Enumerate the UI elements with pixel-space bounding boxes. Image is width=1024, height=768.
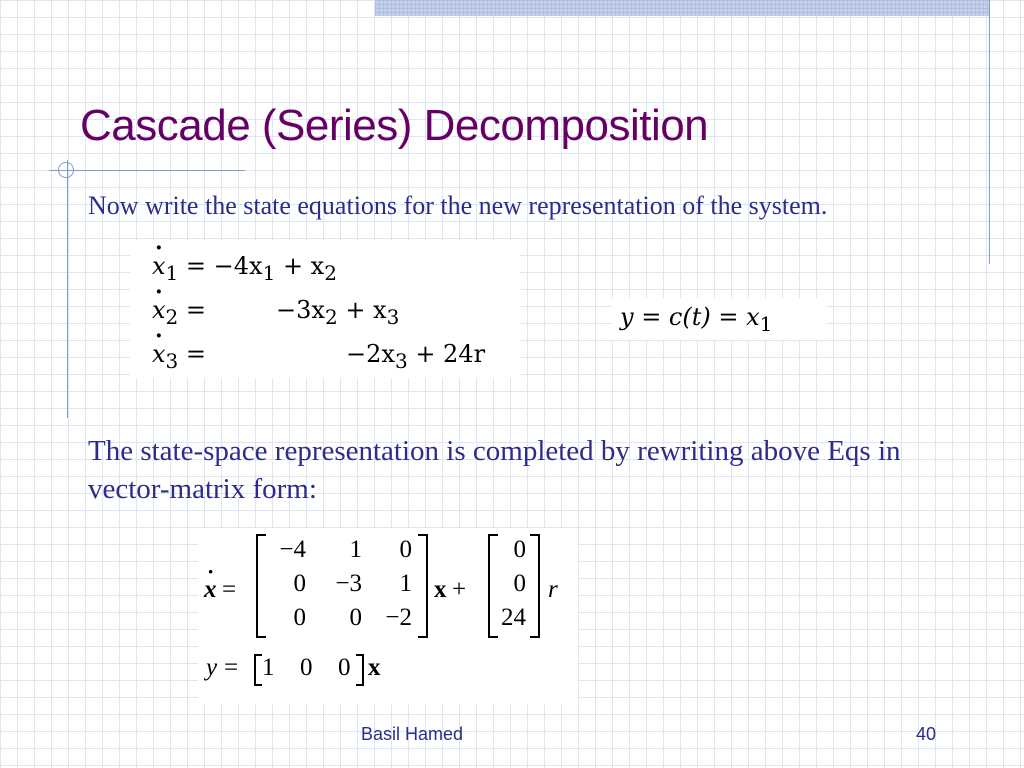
matrix-C: 1 0 0 <box>254 654 364 686</box>
right-vertical-rule <box>989 0 990 264</box>
slide-title: Cascade (Series) Decomposition <box>80 101 709 150</box>
state-equation-2: · $x_2 = -3x_2 + x_3$ <box>152 296 399 326</box>
state-equations <box>130 240 520 378</box>
header-band <box>375 0 989 16</box>
state-equation-3: · $x_3 = -2x_3 + 24r$ <box>152 340 485 370</box>
state-equation-1: · $x_1 = -4x_1 + x_2$ <box>152 252 337 282</box>
output-equation: $y = c(t) = x_1$ <box>612 298 827 340</box>
left-vertical-rule <box>67 160 68 418</box>
intro-text: Now write the state equations for the new representation of the system. <box>88 191 828 220</box>
corner-ornament <box>58 162 74 178</box>
footer-author: Basil Hamed <box>361 724 464 744</box>
title-underline-rule <box>49 170 245 171</box>
matrix-equation: · x = −4 1 0 0 −3 1 0 0 −2 x + 0 0 24 r y = 1 0 0 x <box>198 528 578 704</box>
matrix-B: 0 0 24 <box>488 534 540 638</box>
completion-text: The state-space representation is completed by rewriting above Eqs in vector-matrix form: <box>88 435 901 505</box>
page-number: 40 <box>916 724 937 744</box>
matrix-A: −4 1 0 0 −3 1 0 0 −2 <box>256 534 428 638</box>
xdot-label: · x <box>204 576 217 604</box>
